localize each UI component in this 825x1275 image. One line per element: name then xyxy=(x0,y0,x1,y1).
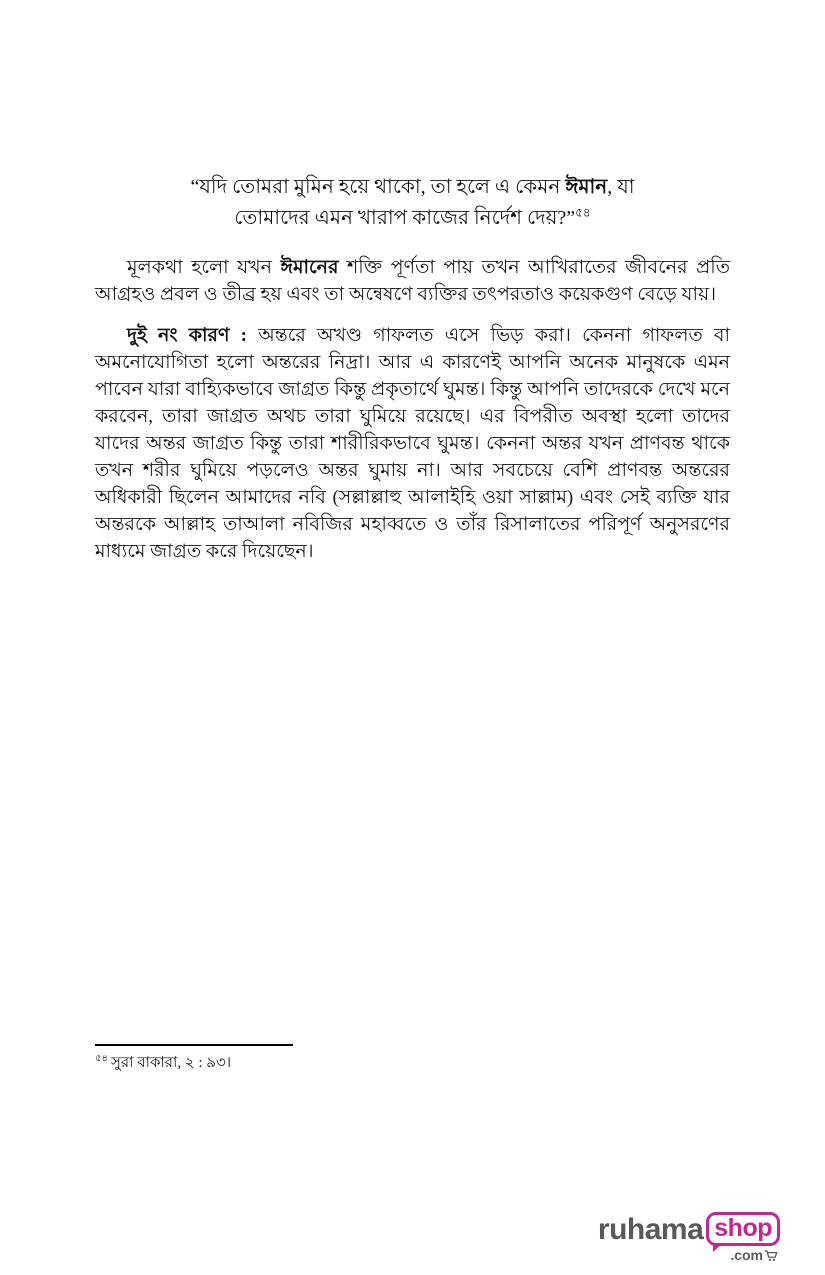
footnote-marker: ৫৪ xyxy=(95,1053,108,1064)
logo-bubble-tail-icon xyxy=(713,1243,723,1252)
logo-text-shop: shop xyxy=(714,1214,772,1242)
para1-bold-word: ঈমানের xyxy=(280,257,339,278)
para2-bold-lead: দুই নং কারণ : xyxy=(127,325,248,346)
quote-text-end: , যা তোমাদের এমন খারাপ কাজের নির্দেশ দেয়?” xyxy=(234,176,635,229)
body-text xyxy=(95,254,730,565)
shopping-cart-icon xyxy=(764,1249,778,1262)
logo-text-dotcom: .com xyxy=(730,1247,763,1263)
quote-text-start: “যদি তোমরা মুমিন হয়ে থাকো, তা হলে এ কেমন xyxy=(190,176,566,198)
footnote-area xyxy=(95,1044,595,1074)
logo-speech-bubble xyxy=(706,1212,780,1246)
footnote-text: সুরা বাকারা, ২ : ৯৩। xyxy=(110,1055,232,1071)
footnote-divider xyxy=(95,1044,293,1046)
quotation-block xyxy=(173,0,653,234)
para1-text-start: মূলকথা হলো যখন xyxy=(127,257,281,278)
para1-text-end: শক্তি পূর্ণতা পায় তখন আখিরাতের জীবনের প্রতি আগ্রহও প্রবল ও তীব্র হয় এবং তা অন্বেষণে ব্যক্তির তৎপরতাও কয়েকগুণ বেড়ে যায়। xyxy=(95,257,730,305)
paragraph-1 xyxy=(95,254,730,308)
logo-shop-group xyxy=(706,1212,780,1262)
quote-bold-word: ঈমান xyxy=(565,176,608,198)
logo-text-ruhama: ruhama xyxy=(597,1213,704,1246)
ruhamashop-logo xyxy=(598,1212,780,1262)
quote-footnote-reference: ৫৪ xyxy=(575,205,591,220)
para2-text: অন্তরে অখণ্ড গাফলত এসে ভিড় করা। কেননা গাফলত বা অমনোযোগিতা হলো অন্তরের নিদ্রা। আর এ কারণেই আপনি অনেক মানুষকে এমন পাবেন যারা বাহ্যিকভাবে জাগ্রত কিন্তু প্রকৃতার্থে ঘুমন্ত। কিন্তু আপনি তাদেরকে দেখে মনে করবেন, তারা জাগ্রত অথচ তারা ঘুমিয়ে রয়েছে। এর বিপরীত অবস্থা হলো তাদের যাদের অন্তর জাগ্রত কিন্তু তারা শারীরিকভাবে ঘুমন্ত। কেননা অন্তর যখন প্রাণবন্ত থাকে তখন শরীর ঘুমিয়ে পড়লেও অন্তর ঘুমায় না। আর সবচেয়ে বেশি প্রাণবন্ত অন্তরের অধিকারী ছিলেন আমাদের নবি (সল্লাল্লাহু আলাইহি ওয়া সাল্লাম) এবং সেই ব্যক্তি যার অন্তরকে আল্লাহ তাআলা নবিজির মহাব্বতে ও তাঁর রিসালাতের পরিপূর্ণ অনুসরণের মাধ্যমে জাগ্রত করে দিয়েছেন। xyxy=(95,325,731,562)
footnote xyxy=(95,1053,595,1074)
paragraph-2 xyxy=(95,322,730,565)
